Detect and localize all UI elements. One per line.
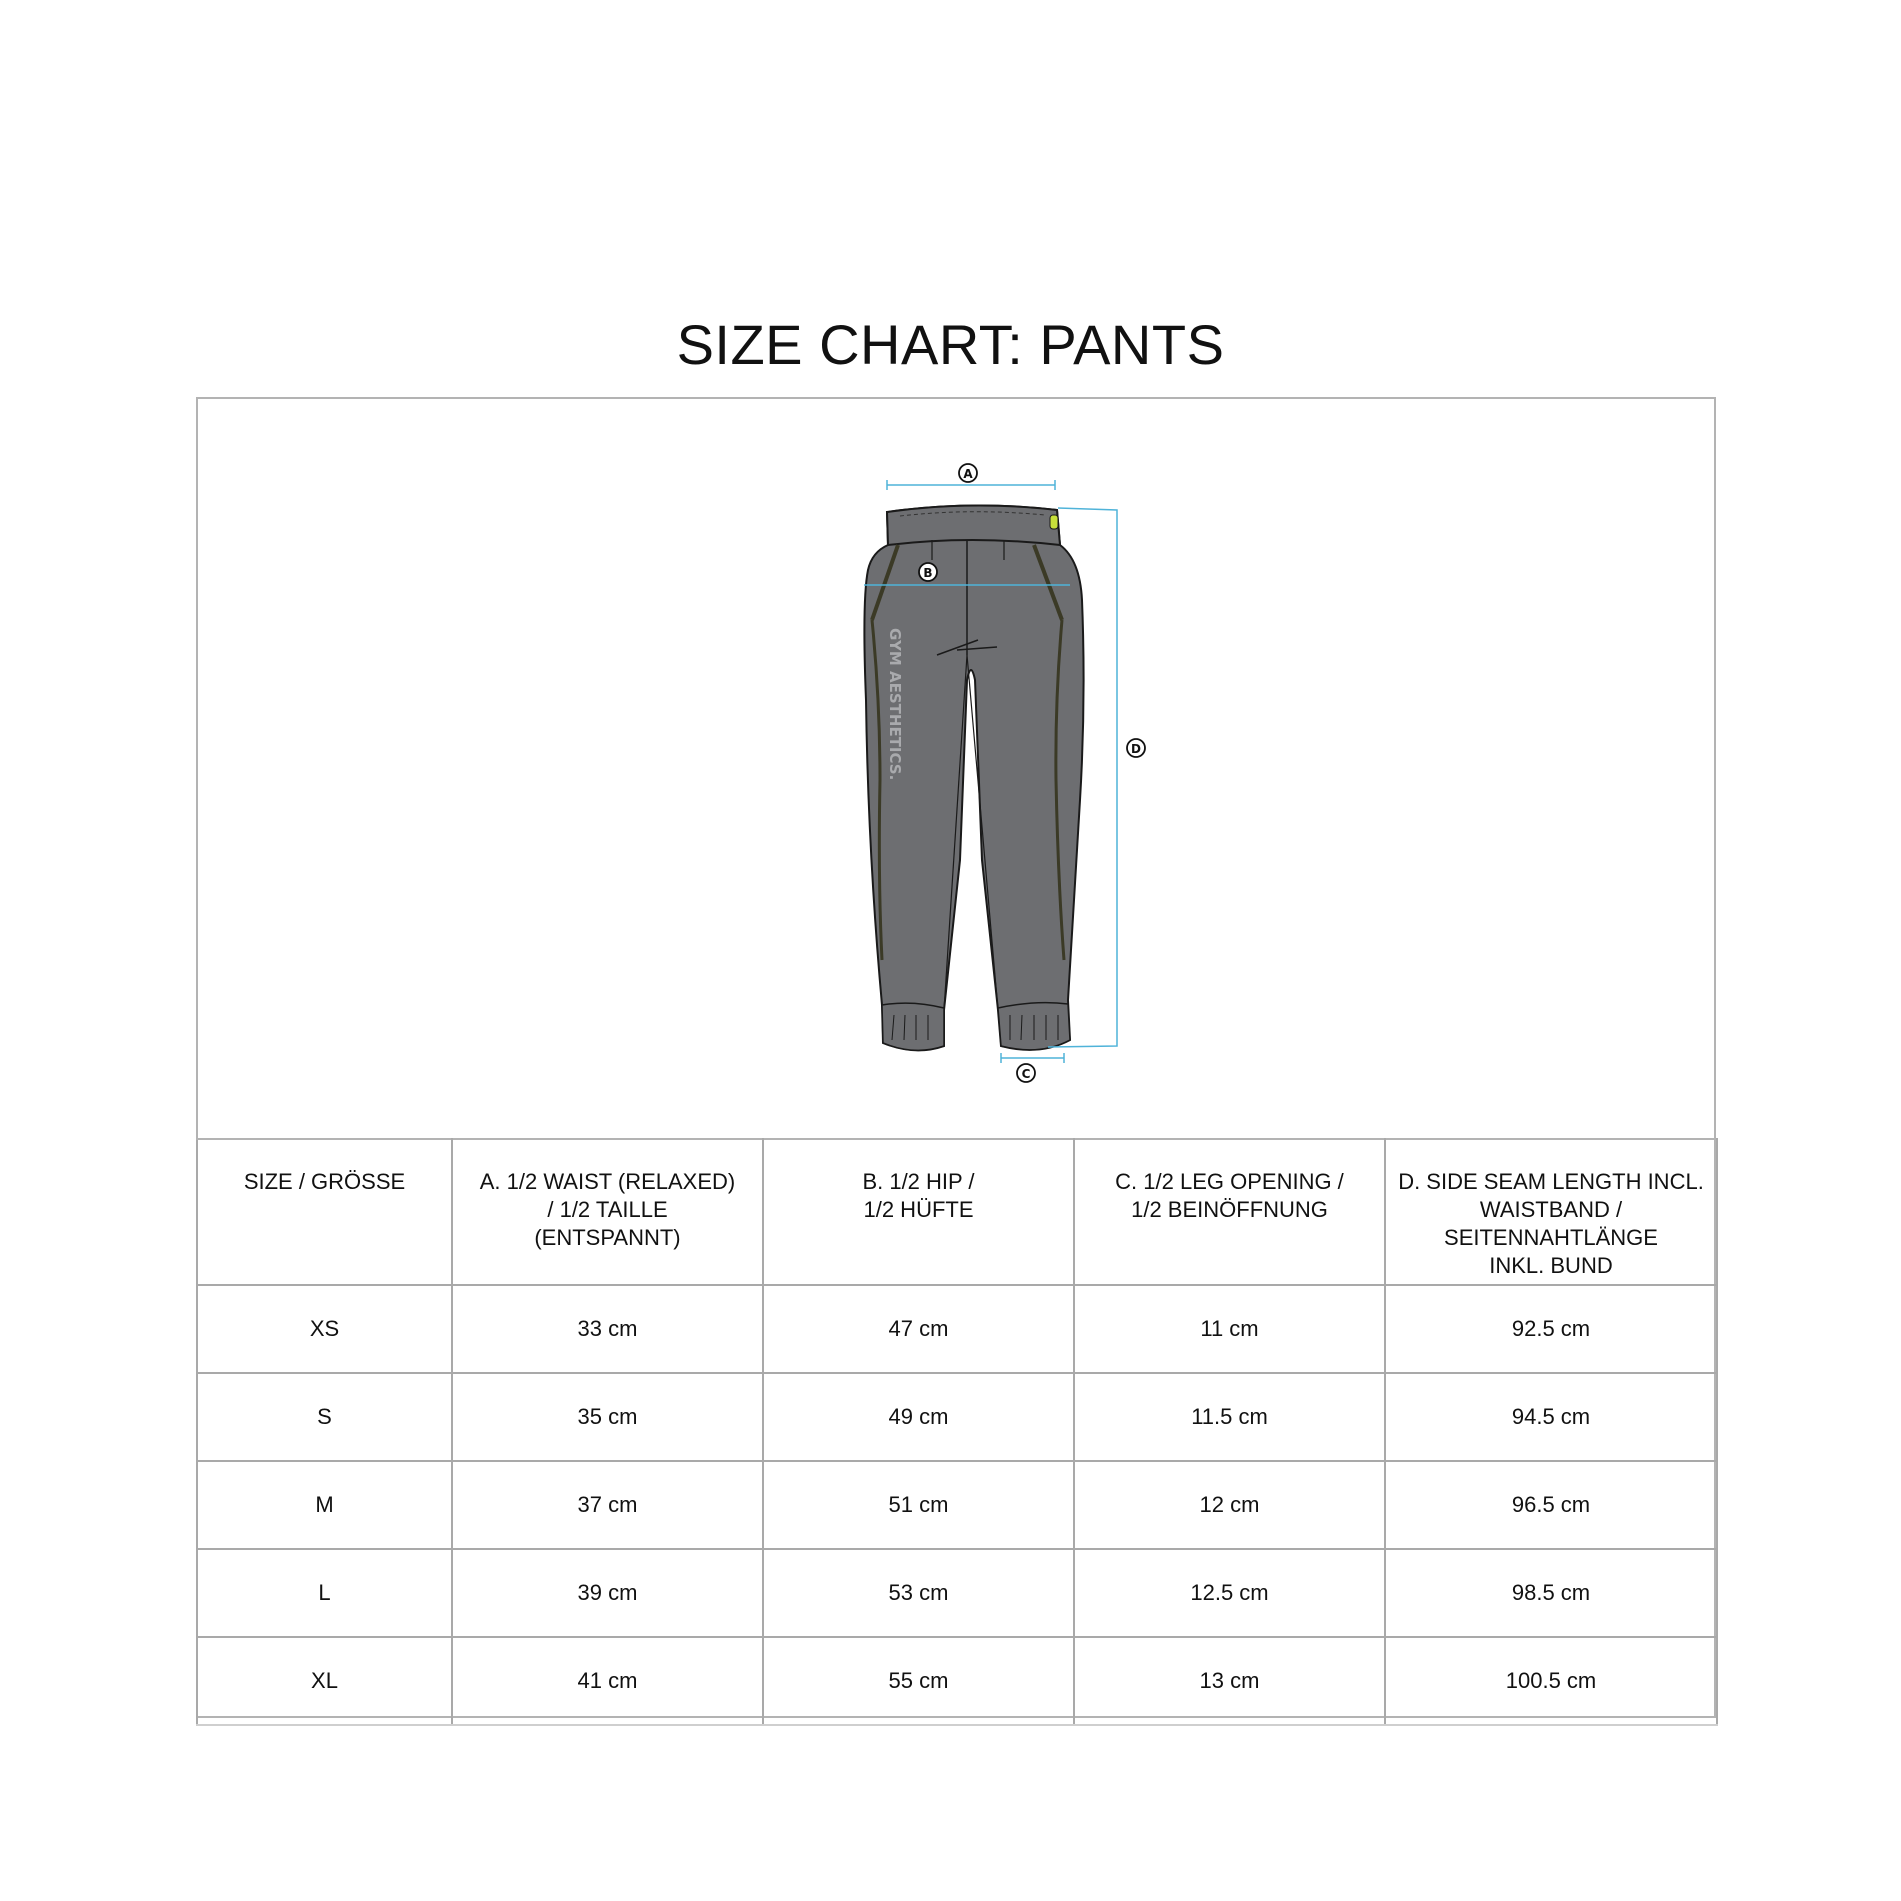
table-row <box>197 1373 1717 1461</box>
header-side-seam: D. SIDE SEAM LENGTH INCL. WAISTBAND / SEITENNAHTLÄNGE INKL. BUND <box>1385 1139 1717 1285</box>
cell-waist: 41 cm <box>452 1637 763 1725</box>
cell-side-seam: 96.5 cm <box>1385 1461 1717 1549</box>
cell-size: XS <box>197 1285 452 1373</box>
svg-text:C: C <box>1021 1067 1031 1081</box>
cell-leg-opening: 12 cm <box>1074 1461 1385 1549</box>
cell-hip: 53 cm <box>763 1549 1074 1637</box>
svg-text:A: A <box>963 467 973 481</box>
cell-size: L <box>197 1549 452 1637</box>
header-size: SIZE / GRÖSSE <box>197 1139 452 1285</box>
cell-side-seam: 98.5 cm <box>1385 1549 1717 1637</box>
size-table <box>196 1138 1718 1726</box>
table-row <box>197 1285 1717 1373</box>
page-title: SIZE CHART: PANTS <box>676 313 1225 376</box>
cell-hip: 51 cm <box>763 1461 1074 1549</box>
table-header-row <box>197 1139 1717 1285</box>
cell-hip: 55 cm <box>763 1637 1074 1725</box>
label-d-icon <box>1127 739 1145 757</box>
svg-text:D: D <box>1131 742 1141 756</box>
table-row <box>197 1461 1717 1549</box>
left-cuff <box>882 1003 944 1050</box>
table-row <box>197 1549 1717 1637</box>
cell-size: M <box>197 1461 452 1549</box>
pants-illustration <box>196 397 1716 1139</box>
cell-side-seam: 100.5 cm <box>1385 1637 1717 1725</box>
label-c-icon <box>1017 1064 1035 1082</box>
cell-side-seam: 94.5 cm <box>1385 1373 1717 1461</box>
label-b-icon <box>919 563 937 581</box>
cell-size: XL <box>197 1637 452 1725</box>
header-hip: B. 1/2 HIP / 1/2 HÜFTE <box>763 1139 1074 1285</box>
cell-leg-opening: 13 cm <box>1074 1637 1385 1725</box>
label-a-icon <box>959 464 977 482</box>
cell-waist: 37 cm <box>452 1461 763 1549</box>
table-row <box>197 1637 1717 1725</box>
cell-size: S <box>197 1373 452 1461</box>
pants-diagram <box>196 397 1716 1139</box>
waistband-logo <box>1050 515 1058 529</box>
garment-print-text: GYM AESTHETICS. <box>886 628 904 781</box>
svg-text:B: B <box>923 566 933 580</box>
cell-leg-opening: 12.5 cm <box>1074 1549 1385 1637</box>
cell-waist: 39 cm <box>452 1549 763 1637</box>
cell-hip: 49 cm <box>763 1373 1074 1461</box>
cell-leg-opening: 11.5 cm <box>1074 1373 1385 1461</box>
header-leg-opening: C. 1/2 LEG OPENING / 1/2 BEINÖFFNUNG <box>1074 1139 1385 1285</box>
cell-waist: 35 cm <box>452 1373 763 1461</box>
cell-side-seam: 92.5 cm <box>1385 1285 1717 1373</box>
header-waist: A. 1/2 WAIST (RELAXED) / 1/2 TAILLE (ENTSPANNT) <box>452 1139 763 1285</box>
measure-c <box>1001 1053 1064 1063</box>
cell-leg-opening: 11 cm <box>1074 1285 1385 1373</box>
cell-waist: 33 cm <box>452 1285 763 1373</box>
cell-hip: 47 cm <box>763 1285 1074 1373</box>
